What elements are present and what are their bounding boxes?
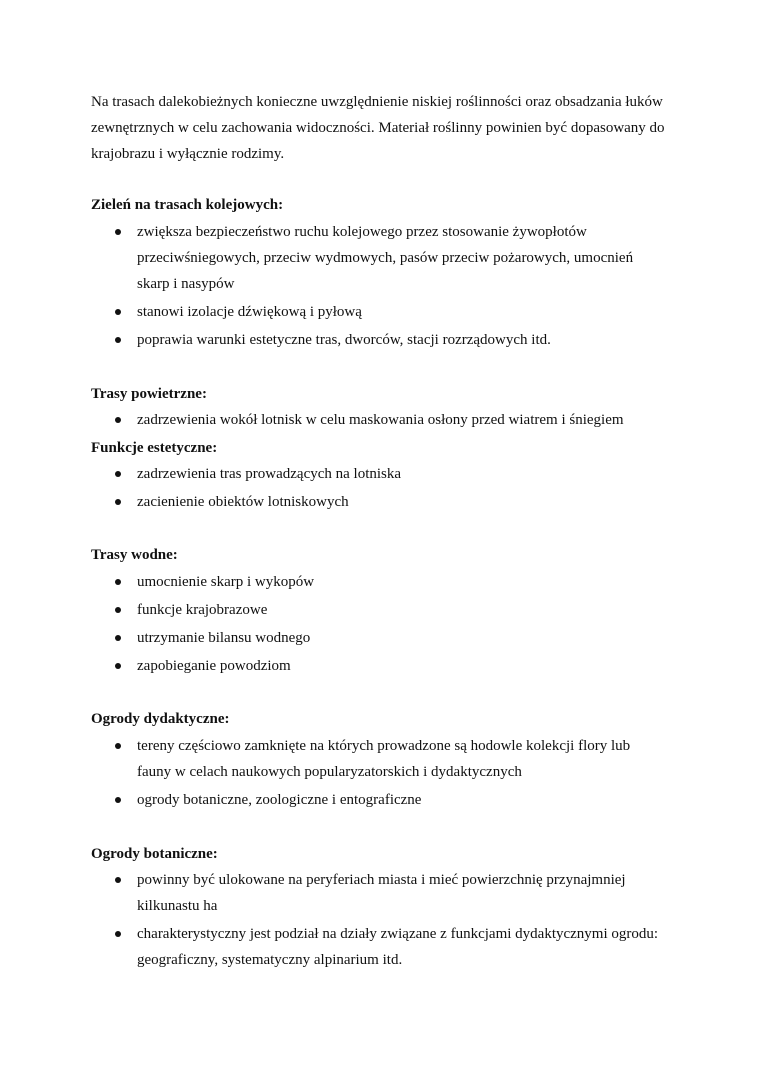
list-botanical	[91, 867, 681, 975]
list-item: zacienienie obiektów lotniskowych	[91, 489, 681, 515]
list-item: poprawia warunki estetyczne tras, dworców, stacji rozrządowych itd.	[91, 327, 681, 353]
section-heading-botanical: Ogrody botaniczne:	[91, 846, 218, 862]
list-water	[91, 569, 681, 681]
list-item: tereny częściowo zamknięte na których prowadzone są hodowle kolekcji flory lub fauny w celach naukowych popularyzatorskich i dydaktycznych	[91, 733, 647, 785]
list-item: charakterystyczny jest podział na działy związane z funkcjami dydaktycznymi ogrodu: geograficzny, systematyczny alpinarium itd.	[91, 921, 681, 973]
list-item: zadrzewienia wokół lotnisk w celu maskowania osłony przed wiatrem i śniegiem	[91, 407, 681, 433]
list-item: utrzymanie bilansu wodnego	[91, 625, 681, 651]
section-heading-didactic: Ogrody dydaktyczne:	[91, 711, 230, 727]
section-heading-aesthetic: Funkcje estetyczne:	[91, 440, 218, 456]
list-aesthetic	[91, 461, 681, 517]
section-heading-water: Trasy wodne:	[91, 547, 178, 563]
list-item: zwiększa bezpieczeństwo ruchu kolejowego przez stosowanie żywopłotów przeciwśniegowych, przeciw wydmowych, pasów przeciw pożarowych, umocnień skarp i nasypów	[91, 219, 657, 297]
list-item: stanowi izolacje dźwiękową i pyłową	[91, 299, 681, 325]
section-heading-air: Trasy powietrzne:	[91, 386, 207, 402]
list-item: funkcje krajobrazowe	[91, 597, 681, 623]
list-air	[91, 407, 681, 435]
list-railway	[91, 219, 681, 355]
list-item: zadrzewienia tras prowadzących na lotniska	[91, 461, 681, 487]
list-didactic	[91, 733, 681, 815]
list-item: zapobieganie powodziom	[91, 653, 681, 679]
intro-paragraph: Na trasach dalekobieżnych konieczne uwzględnienie niskiej roślinności oraz obsadzania łuków zewnętrznych w celu zachowania widoczności. Materiał roślinny powinien być dopasowany do krajobrazu i wyłącznie rodzimy.	[91, 94, 665, 162]
list-item: ogrody botaniczne, zoologiczne i entograficzne	[91, 787, 681, 813]
list-item: umocnienie skarp i wykopów	[91, 569, 681, 595]
section-heading-railway: Zieleń na trasach kolejowych:	[91, 197, 284, 213]
list-item: powinny być ulokowane na peryferiach miasta i mieć powierzchnię przynajmniej kilkunastu ha	[91, 867, 657, 919]
